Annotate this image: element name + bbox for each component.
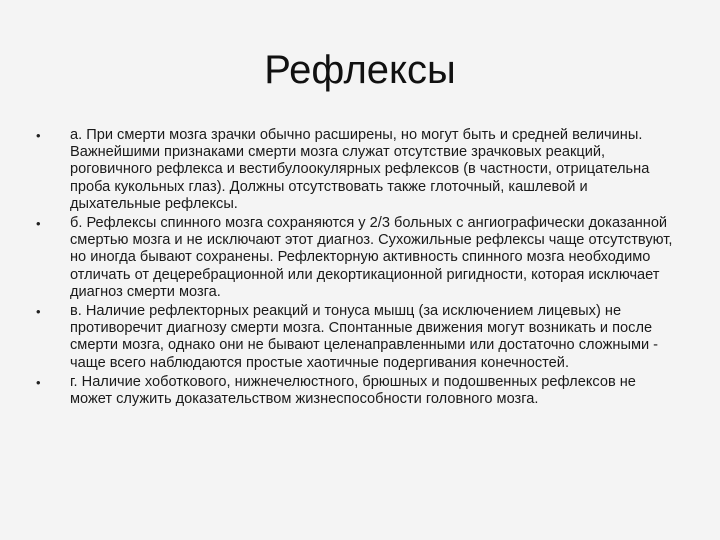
bullet-text: б. Рефлексы спинного мозга сохраняются у 2/3 больных с ангиографически доказанной смертью мозга и не исключают этот диагноз. Сухожильные рефлексы чаще отсутствуют, но иногда бывают сохранены. Рефлекторную активность спинного мозга необходимо отличать от децеребрационной или декортикационной ригидности, которая исключает диагноз смерти мозга. bbox=[70, 215, 673, 300]
slide-title: Рефлексы bbox=[264, 48, 456, 92]
bullet-text: г. Наличие хоботкового, нижнечелюстного, брюшных и подошвенных рефлексов не может служить доказательством жизнеспособности головного мозга. bbox=[70, 373, 636, 408]
bullet-marker-icon: • bbox=[36, 374, 41, 390]
bullet-text: а. При смерти мозга зрачки обычно расширены, но могут быть и средней величины. Важнейшими признаками смерти мозга служат отсутствие зрачковых реакций, роговичного рефлекса и вестибулоокулярных рефлексов (в частности, отрицательна проба кукольных глаз). Должны отсутствовать также глоточный, кашлевой и дыхательные рефлексы. bbox=[70, 127, 650, 212]
bullet-marker-icon: • bbox=[36, 304, 41, 320]
bullet-item-a bbox=[36, 127, 676, 213]
bullet-text: в. Наличие рефлекторных реакций и тонуса мышц (за исключением лицевых) не противоречит диагнозу смерти мозга. Спонтанные движения могут возникать и после смерти мозга, однако они не бывают целенаправленными или достаточно сложными - чаще всего наблюдаются простые хаотичные подергивания конечностей. bbox=[70, 303, 659, 371]
bullet-item-c bbox=[36, 303, 676, 372]
bullet-list bbox=[36, 127, 676, 410]
bullet-item-b bbox=[36, 215, 676, 301]
bullet-item-d bbox=[36, 374, 676, 408]
bullet-marker-icon: • bbox=[36, 216, 41, 232]
bullet-marker-icon: • bbox=[36, 128, 41, 143]
